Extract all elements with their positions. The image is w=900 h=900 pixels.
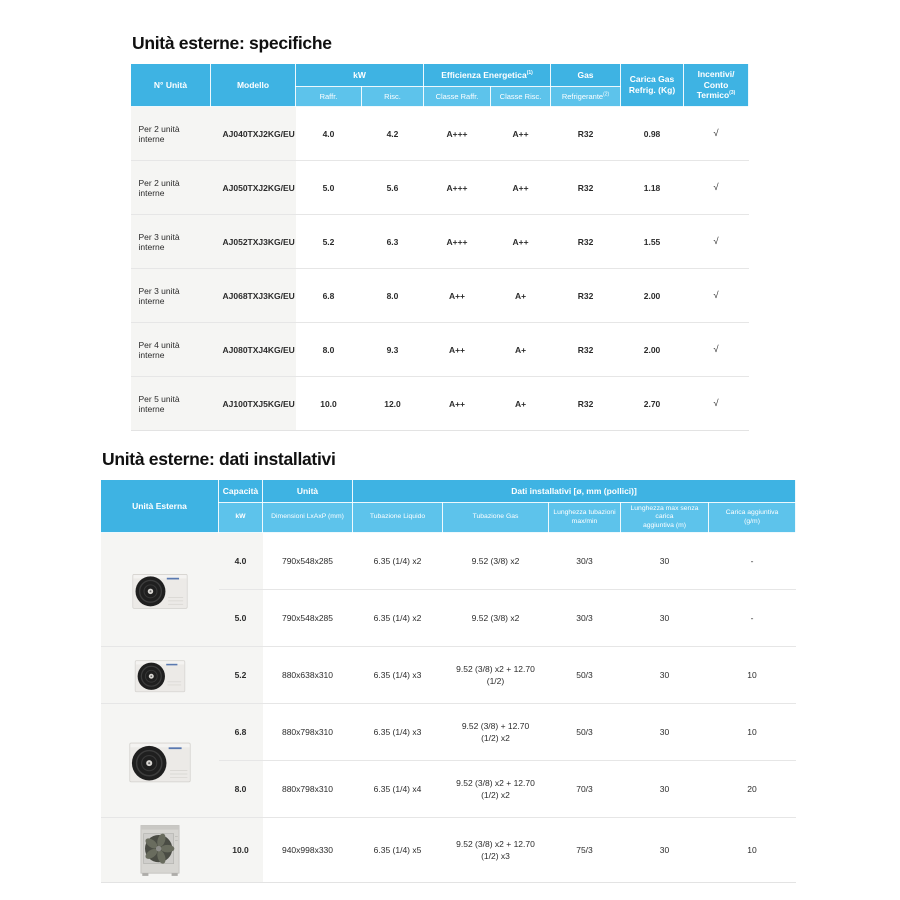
col-lunghezza-tubazioni: Lunghezza tubazioni max/min (549, 503, 621, 533)
cell-modello: AJ050TXJ2KG/EU (211, 161, 296, 215)
check-icon: √ (684, 215, 749, 269)
cell-n-unita: Per 2 unità interne (131, 161, 211, 215)
cell-capacita: 4.0 (219, 533, 263, 590)
cell-lunghezza-max: 30 (621, 533, 709, 590)
specs-table-header (131, 64, 749, 107)
cell-kw-raffr: 6.8 (296, 269, 362, 323)
cell-tubazione-liquido: 6.35 (1/4) x2 (353, 590, 443, 647)
col-group-kw: kW (296, 64, 424, 87)
cell-lunghezza-tubazioni: 30/3 (549, 533, 621, 590)
col-unita: Unità (263, 480, 353, 503)
cell-capacita: 5.2 (219, 647, 263, 704)
col-raffr: Raffr. (296, 87, 362, 107)
col-unita-esterna: Unità Esterna (101, 480, 219, 533)
cell-classe-risc: A+ (491, 377, 551, 431)
cell-carica: 1.18 (621, 161, 684, 215)
cell-tubazione-gas: 9.52 (3/8) x2 + 12.70 (1/2) x2 (443, 761, 549, 818)
col-classe-raffr: Classe Raffr. (424, 87, 491, 107)
col-lunghezza-max: Lunghezza max senza carica aggiuntiva (m) (621, 503, 709, 533)
col-carica-aggiuntiva: Carica aggiuntiva (g/m) (709, 503, 796, 533)
check-icon: √ (684, 107, 749, 161)
col-tubazione-liquido: Tubazione Liquido (353, 503, 443, 533)
cell-lunghezza-max: 30 (621, 647, 709, 704)
cell-carica-aggiuntiva: 10 (709, 818, 796, 883)
col-refrigerante (551, 87, 621, 107)
incentivi-line1: Incentivi/ (697, 69, 735, 80)
cell-lunghezza-max: 30 (621, 761, 709, 818)
refrigerante-label: Refrigerante (561, 91, 604, 101)
cell-modello: AJ040TXJ2KG/EU (211, 107, 296, 161)
efficienza-label: Efficienza Energetica (441, 69, 527, 80)
cell-kw-risc: 5.6 (362, 161, 424, 215)
outdoor-unit-large-icon (132, 820, 188, 880)
cell-dimensioni: 880x798x310 (263, 761, 353, 818)
cell-n-unita: Per 2 unità interne (131, 107, 211, 161)
cell-n-unita: Per 3 unità interne (131, 269, 211, 323)
install-section (100, 449, 795, 883)
cell-carica: 2.00 (621, 323, 684, 377)
col-capacita: Capacità (219, 480, 263, 503)
col-group-efficienza (424, 64, 551, 87)
install-table-header (101, 480, 796, 533)
check-icon: √ (684, 323, 749, 377)
col-group-dati-installativi: Dati installativi [ø, mm (pollici)] (353, 480, 796, 503)
cell-carica: 2.00 (621, 269, 684, 323)
col-risc: Risc. (362, 87, 424, 107)
cell-lunghezza-tubazioni: 30/3 (549, 590, 621, 647)
specs-table (130, 63, 749, 431)
col-incentivi (684, 64, 749, 107)
cell-carica-aggiuntiva: 10 (709, 704, 796, 761)
cell-classe-risc: A+ (491, 269, 551, 323)
cell-classe-risc: A++ (491, 161, 551, 215)
cell-classe-risc: A++ (491, 215, 551, 269)
cell-classe-raffr: A++ (424, 323, 491, 377)
cell-dimensioni: 790x548x285 (263, 590, 353, 647)
cell-classe-raffr: A+++ (424, 161, 491, 215)
outdoor-unit-photo (101, 533, 219, 647)
cell-classe-raffr: A+++ (424, 215, 491, 269)
specs-section (130, 33, 748, 431)
spec-row (131, 215, 749, 269)
cell-gas: R32 (551, 161, 621, 215)
refrigerante-footnote: (2) (603, 91, 610, 98)
cell-lunghezza-tubazioni: 75/3 (549, 818, 621, 883)
cell-classe-risc: A++ (491, 107, 551, 161)
cell-lunghezza-max: 30 (621, 590, 709, 647)
col-n-unita: N° Unità (131, 64, 211, 107)
cell-n-unita: Per 4 unità interne (131, 323, 211, 377)
cell-dimensioni: 790x548x285 (263, 533, 353, 590)
cell-kw-raffr: 4.0 (296, 107, 362, 161)
outdoor-unit-mid-icon (124, 732, 196, 790)
cell-capacita: 8.0 (219, 761, 263, 818)
check-icon: √ (684, 377, 749, 431)
cell-dimensioni: 940x998x330 (263, 818, 353, 883)
install-row (101, 647, 796, 704)
spec-row (131, 377, 749, 431)
cell-modello: AJ080TXJ4KG/EU (211, 323, 296, 377)
install-row (101, 818, 796, 883)
cell-capacita: 6.8 (219, 704, 263, 761)
cell-capacita: 5.0 (219, 590, 263, 647)
cell-modello: AJ100TXJ5KG/EU (211, 377, 296, 431)
cell-n-unita: Per 5 unità interne (131, 377, 211, 431)
outdoor-unit-photo (101, 647, 219, 704)
cell-carica-aggiuntiva: 10 (709, 647, 796, 704)
cell-gas: R32 (551, 323, 621, 377)
incentivi-line2-wrap (687, 80, 745, 101)
cell-kw-raffr: 5.2 (296, 215, 362, 269)
outdoor-unit-compact-icon (128, 652, 192, 698)
cell-carica-aggiuntiva: - (709, 590, 796, 647)
spec-row (131, 269, 749, 323)
cell-dimensioni: 880x798x310 (263, 704, 353, 761)
cell-gas: R32 (551, 107, 621, 161)
table2-title: Unità esterne: dati installativi (102, 449, 336, 469)
cell-modello: AJ052TXJ3KG/EU (211, 215, 296, 269)
efficienza-footnote: (1) (526, 69, 533, 76)
cell-kw-risc: 9.3 (362, 323, 424, 377)
cell-lunghezza-max: 30 (621, 818, 709, 883)
cell-capacita: 10.0 (219, 818, 263, 883)
spec-row (131, 161, 749, 215)
cell-tubazione-gas: 9.52 (3/8) + 12.70 (1/2) x2 (443, 704, 549, 761)
cell-classe-raffr: A++ (424, 269, 491, 323)
cell-lunghezza-tubazioni: 50/3 (549, 704, 621, 761)
cell-kw-raffr: 5.0 (296, 161, 362, 215)
outdoor-unit-photo (101, 704, 219, 818)
cell-classe-raffr: A+++ (424, 107, 491, 161)
cell-lunghezza-tubazioni: 50/3 (549, 647, 621, 704)
cell-tubazione-liquido: 6.35 (1/4) x4 (353, 761, 443, 818)
cell-modello: AJ068TXJ3KG/EU (211, 269, 296, 323)
cell-tubazione-gas: 9.52 (3/8) x2 + 12.70 (1/2) x3 (443, 818, 549, 883)
cell-gas: R32 (551, 215, 621, 269)
install-table (100, 479, 796, 883)
cell-kw-risc: 12.0 (362, 377, 424, 431)
cell-dimensioni: 880x638x310 (263, 647, 353, 704)
cell-kw-risc: 8.0 (362, 269, 424, 323)
cell-tubazione-gas: 9.52 (3/8) x2 (443, 590, 549, 647)
cell-lunghezza-tubazioni: 70/3 (549, 761, 621, 818)
cell-classe-raffr: A++ (424, 377, 491, 431)
cell-n-unita: Per 3 unità interne (131, 215, 211, 269)
cell-carica-aggiuntiva: 20 (709, 761, 796, 818)
check-icon: √ (684, 269, 749, 323)
cell-carica: 0.98 (621, 107, 684, 161)
cell-gas: R32 (551, 269, 621, 323)
col-classe-risc: Classe Risc. (491, 87, 551, 107)
cell-tubazione-gas: 9.52 (3/8) x2 + 12.70 (1/2) (443, 647, 549, 704)
table1-title: Unità esterne: specifiche (132, 33, 332, 53)
spec-row (131, 107, 749, 161)
col-dimensioni: Dimensioni LxAxP (mm) (263, 503, 353, 533)
cell-carica-aggiuntiva: - (709, 533, 796, 590)
install-row (101, 533, 796, 590)
col-kw: kW (219, 503, 263, 533)
col-group-gas: Gas (551, 64, 621, 87)
cell-gas: R32 (551, 377, 621, 431)
cell-tubazione-liquido: 6.35 (1/4) x5 (353, 818, 443, 883)
cell-carica: 2.70 (621, 377, 684, 431)
cell-tubazione-gas: 9.52 (3/8) x2 (443, 533, 549, 590)
cell-lunghezza-max: 30 (621, 704, 709, 761)
cell-kw-raffr: 8.0 (296, 323, 362, 377)
cell-kw-raffr: 10.0 (296, 377, 362, 431)
check-icon: √ (684, 161, 749, 215)
col-modello: Modello (211, 64, 296, 107)
cell-carica: 1.55 (621, 215, 684, 269)
cell-tubazione-liquido: 6.35 (1/4) x3 (353, 704, 443, 761)
cell-classe-risc: A+ (491, 323, 551, 377)
outdoor-unit-photo (101, 818, 219, 883)
spec-row (131, 323, 749, 377)
cell-kw-risc: 4.2 (362, 107, 424, 161)
col-tubazione-gas: Tubazione Gas (443, 503, 549, 533)
install-row (101, 704, 796, 761)
outdoor-unit-compact-icon (126, 563, 194, 617)
cell-kw-risc: 6.3 (362, 215, 424, 269)
cell-tubazione-liquido: 6.35 (1/4) x3 (353, 647, 443, 704)
cell-tubazione-liquido: 6.35 (1/4) x2 (353, 533, 443, 590)
incentivi-footnote: (3) (729, 90, 736, 97)
incentivi-line2: Conto Termico (696, 79, 730, 101)
col-carica-gas: Carica Gas Refrig. (Kg) (621, 64, 684, 107)
